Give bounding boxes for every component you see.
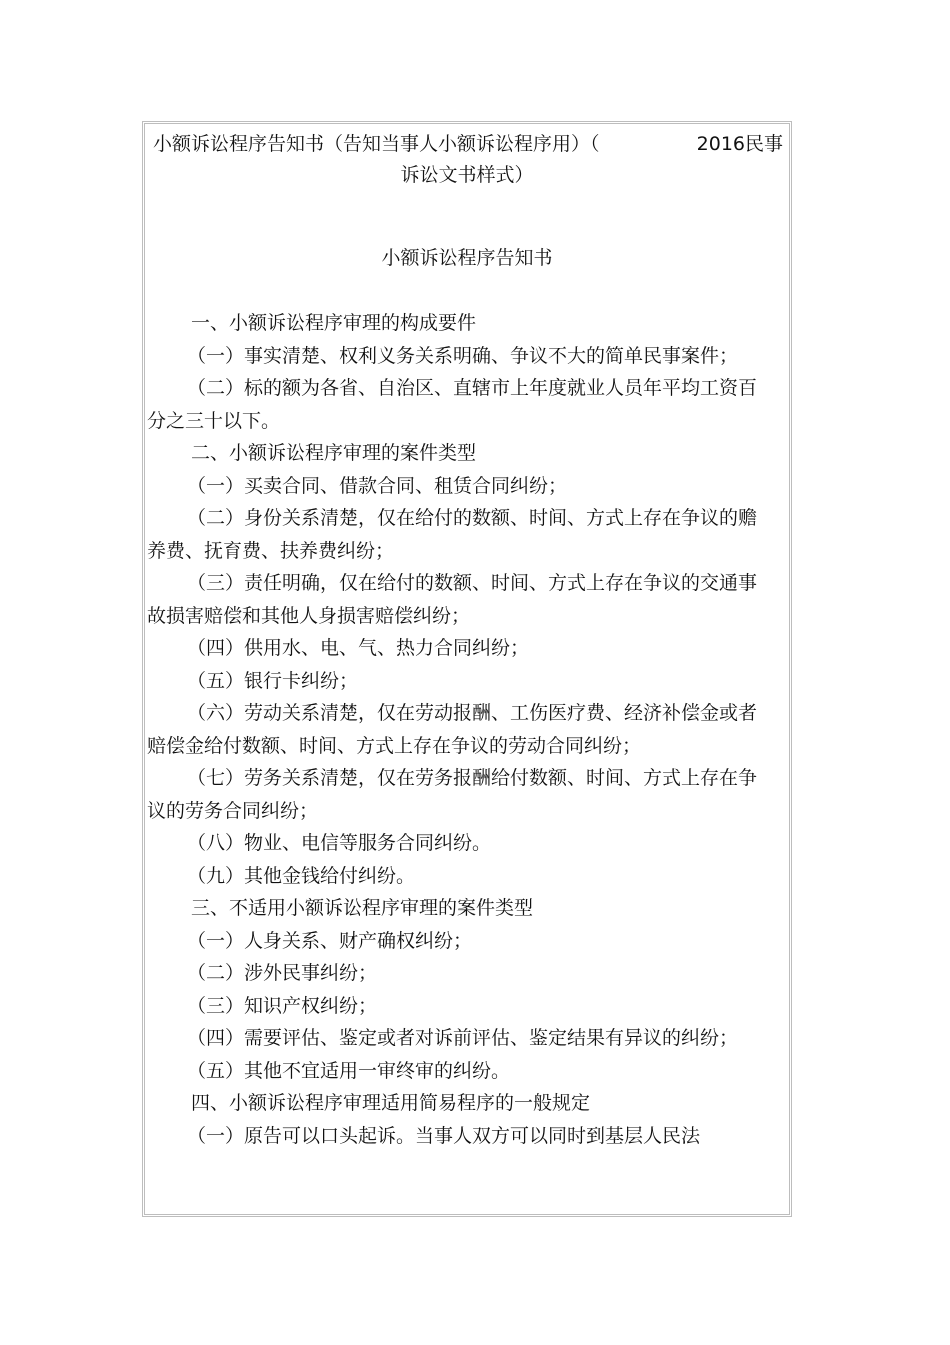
document-header-line-2: 诉讼文书样式） bbox=[400, 164, 534, 186]
paragraph: （九）其他金钱给付纠纷。 bbox=[187, 864, 416, 887]
paragraph: （三）知识产权纠纷； bbox=[187, 994, 378, 1017]
document-header-line-1 bbox=[153, 128, 785, 160]
paragraph: （一）人身关系、财产确权纠纷； bbox=[187, 929, 473, 952]
paragraph: （四）供用水、电、气、热力合同纠纷； bbox=[187, 637, 530, 659]
paragraph: （八）物业、电信等服务合同纠纷。 bbox=[187, 832, 492, 854]
paragraph: （六）劳动关系清楚，仅在劳动报酬、工伤医疗费、经济补偿金或者赔偿金给付数额、时间、方式上存在争议的劳动合同纠纷； bbox=[147, 702, 758, 757]
section-heading: 一、小额诉讼程序审理的构成要件 bbox=[191, 312, 477, 334]
paragraph: （二）涉外民事纠纷； bbox=[187, 962, 378, 984]
document-body bbox=[147, 307, 757, 1152]
document-frame bbox=[142, 121, 792, 1217]
document-title: 小额诉讼程序告知书 bbox=[381, 247, 553, 269]
section-heading: 四、小额诉讼程序审理适用简易程序的一般规定 bbox=[191, 1092, 591, 1114]
header-title-main: 小额诉讼程序告知书（告知当事人小额诉讼程序用）（ bbox=[153, 133, 600, 155]
paragraph: （二）身份关系清楚，仅在给付的数额、时间、方式上存在争议的赡养费、抚育费、扶养费纠纷； bbox=[147, 507, 758, 562]
paragraph: （一）事实清楚、权利义务关系明确、争议不大的简单民事案件； bbox=[187, 344, 739, 367]
section-heading: 三、不适用小额诉讼程序审理的案件类型 bbox=[191, 897, 534, 919]
paragraph: （七）劳务关系清楚，仅在劳务报酬给付数额、时间、方式上存在争议的劳务合同纠纷； bbox=[147, 767, 758, 822]
section-heading: 二、小额诉讼程序审理的案件类型 bbox=[191, 442, 477, 464]
paragraph: （二）标的额为各省、自治区、直辖市上年度就业人员年平均工资百分之三十以下。 bbox=[147, 377, 758, 432]
paragraph: （五）其他不宜适用一审终审的纠纷。 bbox=[187, 1059, 511, 1082]
paragraph: （一）原告可以口头起诉。当事人双方可以同时到基层人民法 bbox=[187, 1124, 701, 1147]
paragraph: （一）买卖合同、借款合同、租赁合同纠纷； bbox=[187, 474, 568, 497]
header-title-year: 2016民事 bbox=[696, 133, 783, 155]
paragraph: （三）责任明确，仅在给付的数额、时间、方式上存在争议的交通事故损害赔偿和其他人身损害赔偿纠纷； bbox=[147, 572, 758, 627]
paragraph: （四）需要评估、鉴定或者对诉前评估、鉴定结果有异议的纠纷； bbox=[187, 1027, 739, 1049]
paragraph: （五）银行卡纠纷； bbox=[187, 669, 359, 692]
